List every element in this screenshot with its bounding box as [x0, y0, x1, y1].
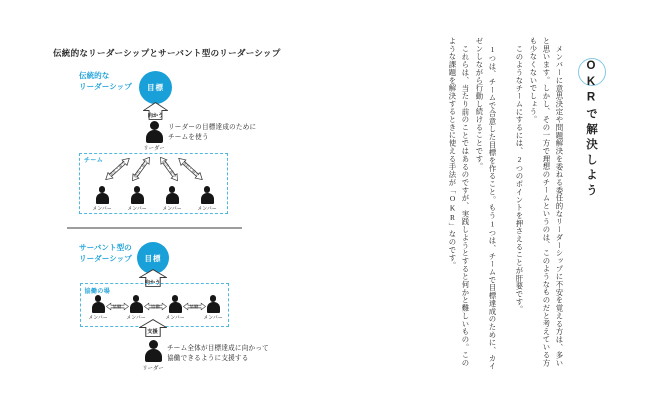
member-body-icon — [130, 302, 143, 313]
servant-section-label — [79, 243, 132, 264]
member-head-icon — [134, 186, 141, 193]
member-label: メンバー — [88, 316, 108, 321]
directive-arrow-label: 指示・命令 — [107, 159, 127, 178]
member-body-icon — [201, 193, 214, 204]
member-label: メンバー — [92, 207, 112, 212]
traditional-section-label — [79, 71, 132, 92]
leader-note-servant — [167, 344, 269, 364]
leader-note-line2: チームを使う — [168, 133, 209, 141]
article-column-7: これらは、当たり前のことではあるのですが、実践しようとすると何かと難しいもの。この — [461, 44, 470, 367]
member-label: メンバー — [203, 316, 223, 321]
member-head-icon — [169, 186, 176, 193]
member-label: メンバー — [162, 207, 182, 212]
collaboration-arrow-label: 協働 — [151, 303, 160, 309]
member-body-icon — [92, 302, 105, 313]
member-head-icon — [133, 295, 140, 302]
member-label: メンバー — [197, 207, 217, 212]
traditional-section-label-line1: 伝統的な — [79, 71, 110, 80]
collaboration-box-label: 協働の場 — [84, 288, 111, 295]
leader-note-traditional — [168, 123, 256, 143]
leader-figure-head-traditional — [150, 121, 159, 130]
member-head-icon — [172, 295, 179, 302]
leader-figure-servant — [145, 349, 162, 362]
collaboration-arrow-1 — [106, 302, 129, 311]
collaboration-arrow-3 — [183, 302, 206, 311]
section-divider — [67, 227, 242, 229]
collaboration-arrow-label: 協働 — [112, 303, 122, 309]
goal-circle-traditional: 目標 — [139, 71, 172, 104]
member-body-icon — [96, 193, 109, 204]
traditional-section-label-line2: リーダーシップ — [79, 81, 132, 91]
toward-arrow-label: 向かう — [144, 279, 161, 286]
leader-label-traditional: リーダー — [143, 146, 165, 152]
servant-section-label-line1: サーバント型の — [79, 243, 132, 252]
support-arrow-label: 支援 — [147, 329, 158, 335]
leader-note-line2: 協働できるように支援する — [167, 354, 249, 362]
directive-arrow-label: 指示・命令 — [131, 158, 149, 179]
directive-arrow-label: 指示・命令 — [180, 159, 200, 178]
servant-section-label-line2: リーダーシップ — [79, 253, 132, 263]
diagram-title: 伝統的なリーダーシップとサーバント型のリーダーシップ — [53, 48, 281, 58]
goal-circle-servant: 目標 — [137, 242, 169, 274]
team-box-label: チーム — [84, 158, 104, 164]
article-column-8: ような課題を解決するときに使える手法が「OKR」なのです。 — [448, 37, 457, 270]
article-column-6: ゼンしながら行動し続けることです。 — [475, 37, 484, 171]
toward-arrow-label: 向かう — [147, 112, 164, 119]
member-head-icon — [99, 186, 106, 193]
article-column-3: も少なくないでしょう。 — [529, 37, 538, 124]
member-figure — [89, 186, 115, 212]
member-body-icon — [131, 193, 144, 204]
collaboration-arrow-2 — [144, 302, 167, 311]
member-body-icon — [169, 302, 182, 313]
member-head-icon — [210, 295, 217, 302]
leader-label-servant: リーダー — [142, 366, 164, 372]
leader-figure-head-servant — [149, 340, 158, 349]
article-column-4: このようなチームにするには、2つのポイントを押さえることが肝要です。 — [515, 44, 524, 314]
member-label: メンバー — [165, 316, 185, 321]
member-figure — [159, 186, 185, 212]
leader-figure-traditional — [146, 130, 163, 143]
member-body-icon — [166, 193, 179, 204]
leader-note-line1: リーダーの目標達成のために — [168, 124, 257, 131]
member-label: メンバー — [127, 207, 147, 212]
support-arrow — [139, 319, 167, 337]
member-label: メンバー — [126, 316, 146, 321]
member-body-icon — [207, 302, 220, 313]
article-heading: OKRで解決しよう — [585, 60, 597, 200]
collaboration-arrow-label: 協働 — [189, 303, 199, 309]
toward-arrow-traditional — [143, 102, 168, 120]
leader-note-line1: チーム全体が目標達成に向かって — [167, 345, 269, 352]
member-head-icon — [204, 186, 211, 193]
member-figure — [124, 186, 150, 212]
article-column-5: 1つは、チームで合意した目標を作ること。もう1つは、チームで目標達成のために、カイ — [488, 44, 497, 370]
article-column-2: と思います。しかし、その一方で理想のチームというのは、このようなものだと考えている方 — [542, 37, 551, 367]
directive-arrow-label: 指示・命令 — [160, 158, 178, 179]
member-figure — [194, 186, 220, 212]
member-head-icon — [95, 295, 102, 302]
article-column-1: メンバーに意思決定や問題解決を委ねる委任的なリーダーシップに不安を覚える方は、多い — [555, 44, 564, 367]
